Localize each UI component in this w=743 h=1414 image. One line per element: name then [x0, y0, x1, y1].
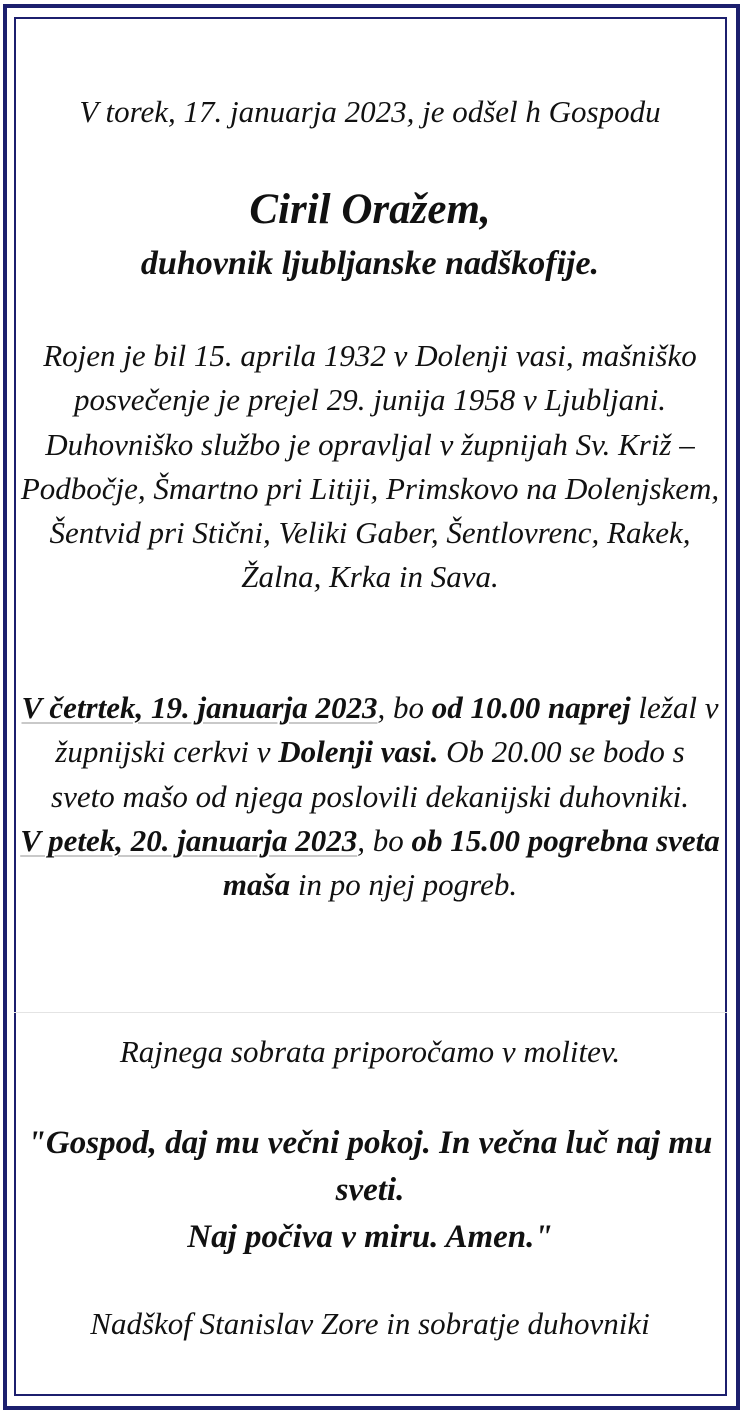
- prayer-request: Rajnega sobrata priporočamo v molitev.: [119, 1034, 621, 1069]
- deceased-name: Ciril Oražem,: [249, 186, 491, 233]
- signature-line: Nadškof Stanislav Zore in sobratje duhovniki: [90, 1306, 650, 1341]
- wake-place: Dolenji vasi.: [278, 734, 439, 770]
- wake-date: V četrtek, 19. januarja 2023: [21, 690, 378, 725]
- faint-divider: [14, 1012, 727, 1013]
- funeral-arrangements: [20, 686, 720, 907]
- wake-paragraph: [20, 686, 720, 819]
- closing-prayer-line-1: "Gospod, daj mu večni pokoj. In večna luč naj mu sveti.: [27, 1125, 713, 1208]
- wake-time: od 10.00 naprej: [431, 690, 631, 725]
- service-parishes: Duhovniško službo je opravljal v župnijah Sv. Križ – Podbočje, Šmartno pri Litiji, Primskovo na Dolenjskem, Šentvid pri Stični, Veliki Gaber, Šentlovrenc, Rakek, Žalna, Krka in Sava.: [20, 426, 720, 595]
- wake-text-2: ležal v župnijski cerkvi v: [55, 690, 719, 770]
- wake-text-1: , bo: [377, 690, 432, 725]
- wake-text-3: Ob 20.00 se bodo s sveto mašo od njega poslovili dekanijski duhovniki.: [51, 734, 689, 814]
- closing-prayer: [20, 1120, 720, 1261]
- funeral-text-2: in po njej pogreb.: [290, 867, 518, 903]
- closing-prayer-line-2: Naj počiva v miru. Amen.": [187, 1219, 553, 1255]
- intro-line: V torek, 17. januarja 2023, je odšel h Gospodu: [79, 94, 661, 129]
- funeral-paragraph: [20, 819, 720, 908]
- funeral-text-1: , bo: [357, 822, 412, 858]
- biography: [20, 334, 720, 600]
- funeral-date: V petek, 20. januarja 2023: [20, 822, 358, 858]
- funeral-mass: ob 15.00 pogrebna sveta maša: [222, 822, 720, 903]
- deceased-role: duhovnik ljubljanske nadškofije.: [140, 245, 600, 282]
- birth-ordination: Rojen je bil 15. aprila 1932 v Dolenji vasi, mašniško posvečenje je prejel 29. junija 1958 v Ljubljani.: [43, 338, 697, 418]
